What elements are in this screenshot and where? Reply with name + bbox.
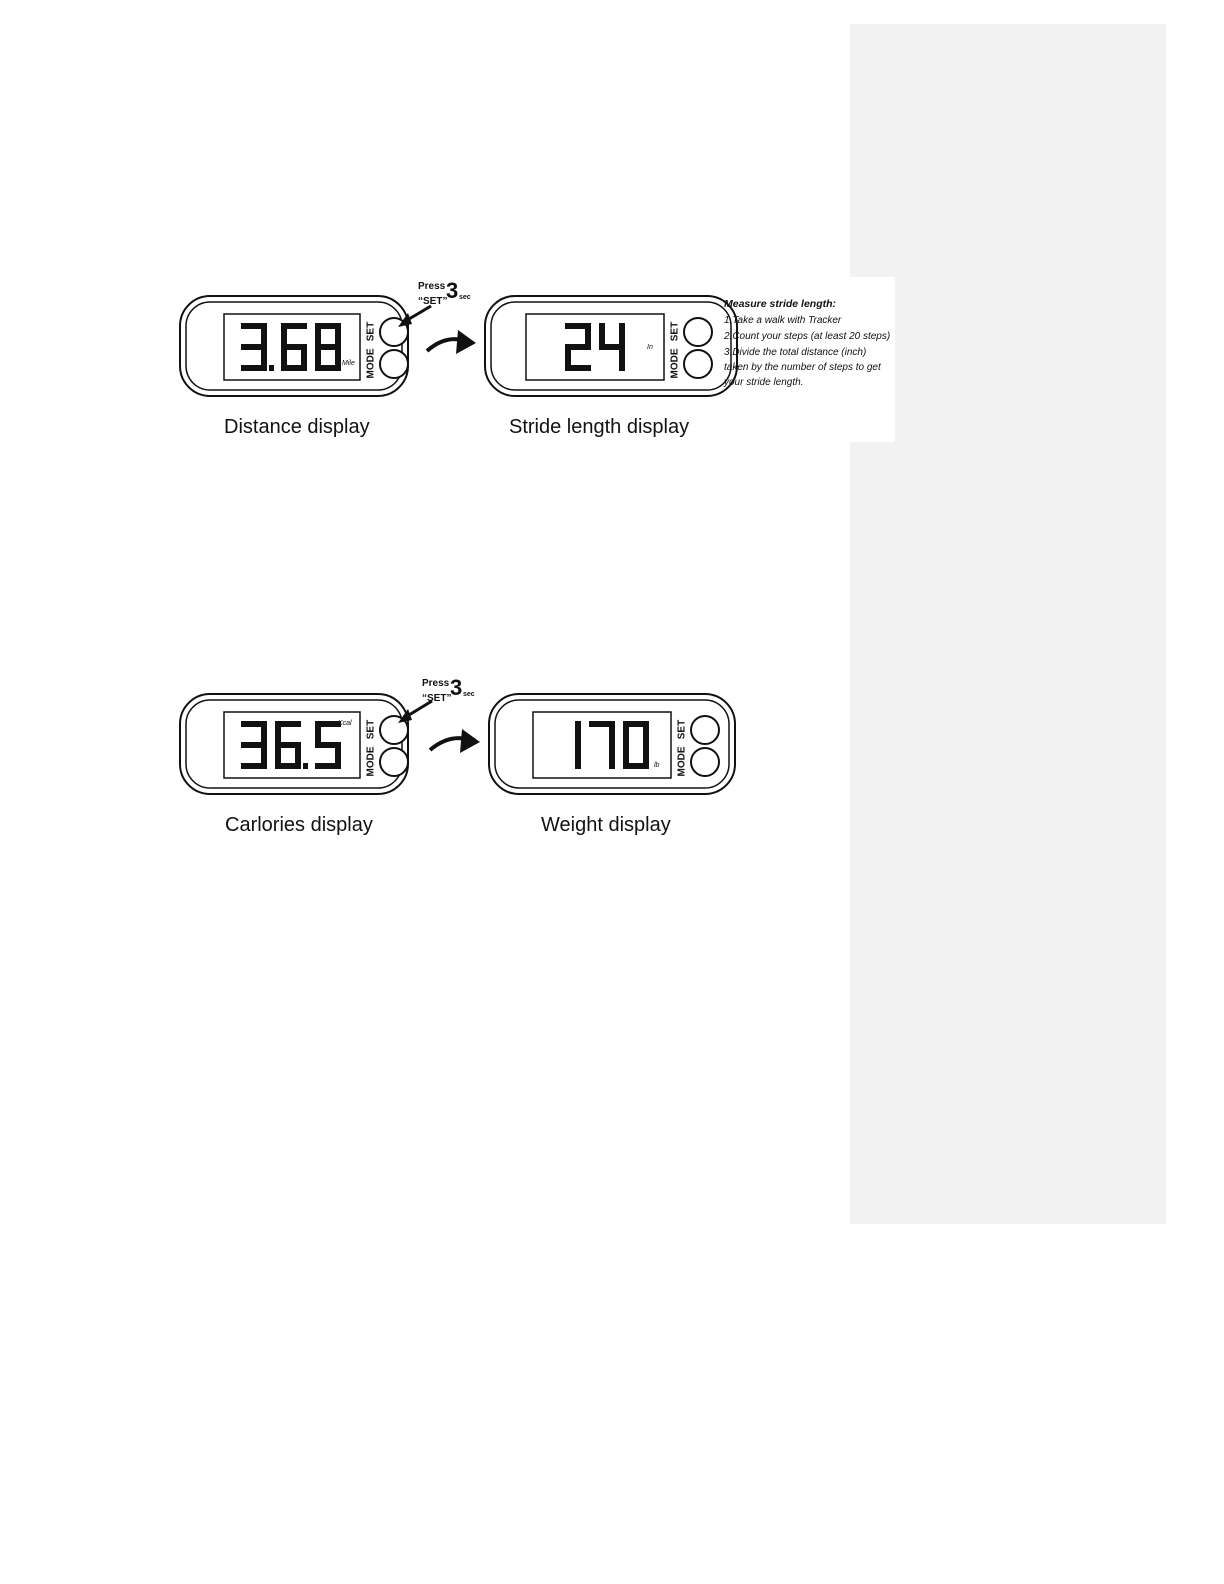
segment (261, 721, 267, 745)
segment (585, 323, 591, 347)
note-line-2: 2.Count your steps (at least 20 steps) (724, 331, 891, 342)
segment (315, 347, 321, 371)
caption-calories-display: Carlories display (225, 814, 373, 836)
segment (261, 347, 267, 371)
segment (599, 323, 605, 347)
lcd-unit-label: Kcal (338, 720, 352, 727)
segment (275, 721, 281, 745)
set-button-label: SET (669, 321, 681, 342)
set-button-label: SET (676, 719, 688, 740)
mode-button[interactable] (691, 748, 719, 776)
press-seconds-suffix: sec (459, 294, 471, 301)
segment (335, 323, 341, 347)
note-title: Measure stride length: (724, 298, 837, 310)
lcd-screen (526, 314, 664, 380)
transition-arrowhead (456, 330, 476, 354)
press-set-hint-top (418, 278, 471, 308)
set-button-label: SET (365, 719, 377, 740)
segment (643, 721, 649, 745)
note-line-4: taken by the number of steps to get (724, 362, 881, 373)
lcd-unit-label: lb (654, 762, 660, 769)
press-seconds-suffix: sec (463, 691, 475, 698)
caption-distance-display: Distance display (224, 416, 370, 438)
segment (575, 745, 581, 769)
mode-button[interactable] (380, 350, 408, 378)
segment (623, 745, 629, 769)
note-line-5: your stride length. (724, 377, 804, 388)
lcd-unit-label: In (647, 344, 653, 351)
mode-button-label: MODE (676, 746, 688, 777)
segment (281, 347, 287, 371)
mode-button[interactable] (380, 748, 408, 776)
segment (623, 721, 629, 745)
press-seconds-number: 3 (450, 675, 463, 700)
segment (565, 347, 571, 371)
set-button[interactable] (684, 318, 712, 346)
segment (261, 745, 267, 769)
pedometer-device (489, 694, 735, 794)
decimal-point (303, 763, 308, 769)
transition-arrowhead (460, 729, 480, 753)
lcd-unit-label: Mile (342, 360, 355, 367)
segment (609, 745, 615, 769)
segment (619, 323, 625, 347)
segment (335, 347, 341, 371)
caption-stride-display: Stride length display (509, 416, 690, 438)
segment (609, 721, 615, 745)
mode-button-label: MODE (365, 348, 377, 379)
segment (295, 745, 301, 769)
segment (619, 347, 625, 371)
set-quote-label: “SET” (418, 296, 448, 307)
segment (315, 721, 321, 745)
set-button-label: SET (365, 321, 377, 342)
segment (261, 323, 267, 347)
segment (301, 347, 307, 371)
set-button[interactable] (691, 716, 719, 744)
mode-button-label: MODE (365, 746, 377, 777)
segment (315, 323, 321, 347)
mode-button[interactable] (684, 350, 712, 378)
mode-button-label: MODE (669, 348, 681, 379)
note-line-1: 1.Take a walk with Tracker (724, 315, 842, 326)
decimal-point (269, 365, 274, 371)
segment (275, 745, 281, 769)
press-label: Press (422, 678, 450, 689)
press-set-hint-bottom (422, 675, 475, 705)
set-quote-label: “SET” (422, 693, 452, 704)
segment (575, 721, 581, 745)
press-seconds-number: 3 (446, 278, 459, 303)
note-line-3: 3.Divide the total distance (inch) (724, 347, 867, 358)
caption-weight-display: Weight display (541, 814, 671, 836)
segment (335, 745, 341, 769)
press-label: Press (418, 281, 446, 292)
pedometer-device (485, 296, 737, 396)
segment (643, 745, 649, 769)
segment (281, 323, 287, 347)
